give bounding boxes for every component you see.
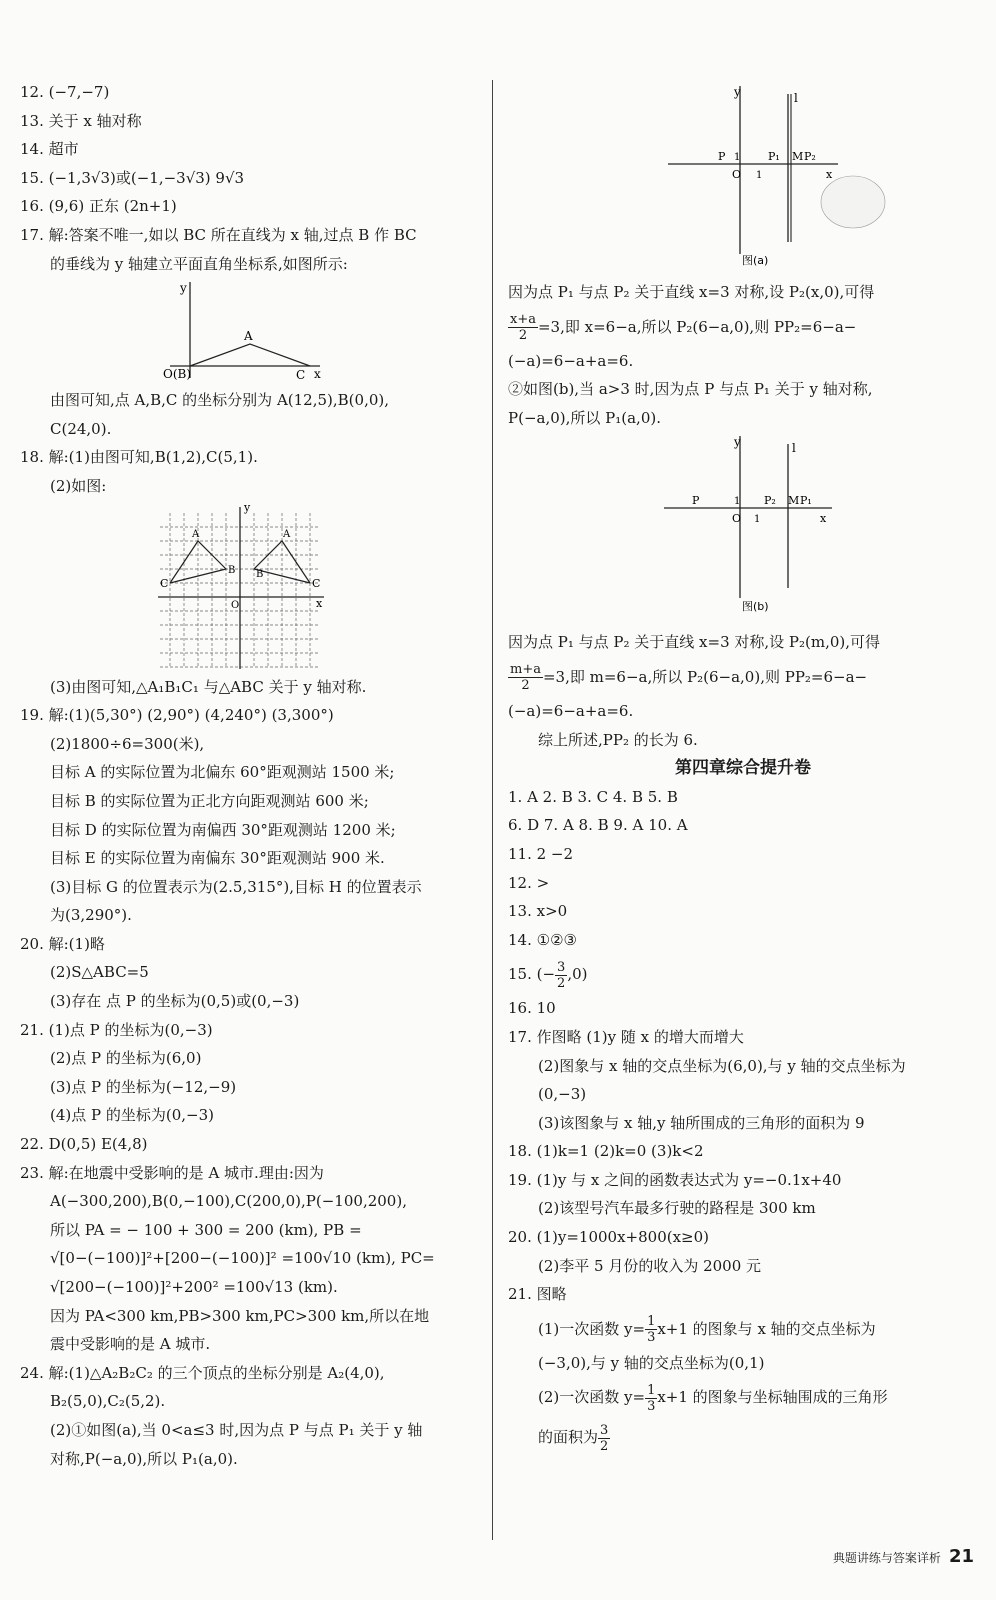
answer-r21-line2: (1)一次函数 y= $\frac{1}{3}$ x+1 的图象与 x 轴的交点坐标为 (538, 1314, 876, 1346)
answer-21-line4: (4)点 P 的坐标为(0,−3) (50, 1106, 215, 1125)
answers-6-10: 6. D 7. A 8. B 9. A 10. A (508, 816, 688, 835)
fig17-label-x: x (314, 367, 321, 382)
right-column (508, 82, 978, 1457)
answer-21-line3: (3)点 P 的坐标为(−12,−9) (50, 1077, 237, 1096)
answer-24-line1: 24. 解:(1)△A₂B₂C₂ 的三个顶点的坐标分别是 A₂(4,0), (20, 1363, 385, 1382)
figb-y: y (734, 435, 741, 450)
svg-text:B: B (228, 564, 236, 576)
right-line6: 因为点 P₁ 与点 P₂ 关于直线 x=3 对称,设 P₂(m,0),可得 (508, 633, 881, 652)
answer-19-line5: 目标 D 的实际位置为南偏西 30°距观测站 1200 米; (50, 820, 396, 839)
answer-19-line4: 目标 B 的实际位置为正北方向距观测站 600 米; (50, 791, 369, 810)
answer-21-line1: 21. (1)点 P 的坐标为(0,−3) (20, 1020, 213, 1039)
answer-r19-line1: 19. (1)y 与 x 之间的函数表达式为 y=−0.1x+40 (508, 1170, 842, 1189)
answer-18-line2: (2)如图: (50, 476, 107, 495)
page-number: 21 (948, 1546, 974, 1567)
figure-17-axes (20, 278, 460, 386)
figb-p1: P₁ (800, 494, 812, 508)
figa-o: O (732, 168, 742, 181)
fig17-label-ob: O(B) (163, 367, 192, 382)
answer-r20-line2: (2)李平 5 月份的收入为 2000 元 (538, 1256, 762, 1275)
answer-21-line2: (2)点 P 的坐标为(6,0) (50, 1049, 202, 1068)
figa-one2: 1 (756, 170, 763, 181)
answer-12: 12. (−7,−7) (20, 83, 110, 101)
svg-text:A: A (192, 528, 200, 540)
figa-y: y (734, 85, 741, 99)
answer-17-line3: 由图可知,点 A,B,C 的坐标分别为 A(12,5),B(0,0), (50, 391, 389, 410)
answer-23-line2: A(−300,200),B(0,−100),C(200,0),P(−100,200), (50, 1192, 407, 1211)
figa-p2: P₂ (804, 150, 816, 163)
answer-r13: 13. x>0 (508, 902, 568, 921)
answer-19-line6: 目标 E 的实际位置为南偏东 30°距观测站 900 米. (50, 849, 385, 868)
answer-17-line2: 的垂线为 y 轴建立平面直角坐标系,如图所示: (50, 254, 348, 273)
answer-r14: 14. ①②③ (508, 930, 577, 949)
svg-text:C: C (312, 576, 321, 590)
right-line7: $\frac{m+a}{2}$ =3,即 m=6−a,所以 P₂(6−a,0),则 PP₂=6−a− (510, 662, 868, 694)
figa-caption: 图(a) (742, 254, 769, 267)
answer-r17-line4: (3)该图象与 x 轴,y 轴所围成的三角形的面积为 9 (538, 1113, 865, 1132)
stamp-seal-icon (821, 176, 885, 228)
column-divider (492, 80, 493, 1540)
svg-text:O: O (231, 599, 240, 611)
answer-r17-line2: (2)图象与 x 轴的交点坐标为(6,0),与 y 轴的交点坐标为 (538, 1056, 906, 1075)
answer-17-line1: 17. 解:答案不唯一,如以 BC 所在直线为 x 轴,过点 B 作 BC (20, 225, 417, 244)
figa-one: 1 (734, 152, 741, 163)
right-line8: (−a)=6−a+a=6. (508, 701, 634, 720)
answer-13: 13. 关于 x 轴对称 (20, 111, 142, 130)
figb-one: 1 (734, 496, 741, 508)
right-line3: (−a)=6−a+a=6. (508, 351, 634, 370)
answers-1-5: 1. A 2. B 3. C 4. B 5. B (508, 787, 678, 806)
answer-23-line5: √[200−(−100)]²+200² =100√13 (km). (50, 1278, 338, 1296)
figb-o: O (732, 512, 742, 526)
answer-r20-line1: 20. (1)y=1000x+800(x≥0) (508, 1228, 710, 1247)
answer-24-line2: B₂(5,0),C₂(5,2). (50, 1392, 166, 1411)
answer-r11: 11. 2 −2 (508, 844, 574, 863)
figb-one2: 1 (754, 514, 761, 526)
section-title: 第四章综合提升卷 (675, 758, 811, 779)
answer-r21-line4: (2)一次函数 y= $\frac{1}{3}$ x+1 的图象与坐标轴围成的三角形 (538, 1382, 888, 1414)
answer-22: 22. D(0,5) E(4,8) (20, 1135, 148, 1154)
left-column (20, 78, 480, 1473)
answer-20-line1: 20. 解:(1)略 (20, 934, 105, 953)
answer-18-line3: (3)由图可知,△A₁B₁C₁ 与△ABC 关于 y 轴对称. (50, 677, 367, 696)
answer-19-line8: 为(3,290°). (50, 906, 132, 925)
right-line5: P(−a,0),所以 P₁(a,0). (508, 408, 661, 427)
answer-17-line4: C(24,0). (50, 419, 112, 438)
svg-text:C: C (160, 576, 169, 590)
figb-l: l (792, 441, 796, 456)
answer-18-line1: 18. 解:(1)由图可知,B(1,2),C(5,1). (20, 448, 258, 467)
figure-a (508, 82, 978, 278)
right-line4: ②如图(b),当 a>3 时,因为点 P 与点 P₁ 关于 y 轴对称, (508, 380, 873, 399)
figb-p: P (692, 494, 700, 508)
fig17-label-y: y (180, 281, 187, 296)
svg-text:x: x (316, 596, 323, 610)
figa-p: P (718, 150, 726, 163)
answer-15: 15. (−1,3√3)或(−1,−3√3) 9√3 (20, 168, 245, 187)
answer-r12: 12. > (508, 873, 550, 892)
page-footer (833, 1546, 974, 1567)
figure-18-grid (20, 501, 460, 673)
answer-24-line3: (2)①如图(a),当 0<a≤3 时,因为点 P 与点 P₁ 关于 y 轴 (50, 1420, 423, 1439)
answer-r17-line3: (0,−3) (538, 1085, 587, 1104)
answer-r21-line3: (−3,0),与 y 轴的交点坐标为(0,1) (538, 1353, 765, 1372)
answer-23-line3: 所以 PA = − 100 + 300 = 200 (km), PB = (50, 1220, 362, 1239)
right-line1: 因为点 P₁ 与点 P₂ 关于直线 x=3 对称,设 P₂(x,0),可得 (508, 283, 875, 301)
figure-b (508, 432, 978, 628)
figa-l: l (794, 91, 798, 105)
answer-20-line2: (2)S△ABC=5 (50, 963, 149, 982)
answer-r21-line1: 21. 图略 (508, 1285, 567, 1304)
fig17-label-c: C (296, 368, 306, 383)
answer-19-line7: (3)目标 G 的位置表示为(2.5,315°),目标 H 的位置表示 (50, 877, 422, 896)
answer-r15: 15. (− $\frac{3}{2}$ ,0) (508, 959, 588, 991)
footer-text: 典题讲练与答案详析 (832, 1551, 941, 1565)
fig17-label-a: A (244, 329, 253, 344)
answer-20-line3: (3)存在 点 P 的坐标为(0,5)或(0,−3) (50, 992, 300, 1011)
answer-23-line4: √[0−(−100)]²+[200−(−100)]² =100√10 (km), PC= (50, 1249, 435, 1268)
figb-m: M (788, 494, 800, 508)
figa-m: M (792, 150, 804, 163)
answer-23-line6: 因为 PA<300 km,PB>300 km,PC>300 km,所以在地 (50, 1306, 430, 1325)
answer-r21-line5: 的面积为 $\frac{3}{2}$ (538, 1422, 609, 1454)
figa-x: x (826, 168, 833, 181)
answer-23-line1: 23. 解:在地震中受影响的是 A 城市.理由:因为 (20, 1163, 324, 1182)
answer-r19-line2: (2)该型号汽车最多行驶的路程是 300 km (538, 1199, 816, 1218)
answer-14: 14. 超市 (20, 140, 79, 159)
answer-r16: 16. 10 (508, 999, 556, 1018)
answer-19-line1: 19. 解:(1)(5,30°) (2,90°) (4,240°) (3,300°) (20, 706, 334, 725)
answer-19-line3: 目标 A 的实际位置为北偏东 60°距观测站 1500 米; (50, 763, 395, 782)
figa-p1: P₁ (768, 150, 780, 163)
answer-16: 16. (9,6) 正东 (2n+1) (20, 197, 177, 216)
answer-24-line4: 对称,P(−a,0),所以 P₁(a,0). (50, 1449, 238, 1468)
right-line9: 综上所述,PP₂ 的长为 6. (538, 730, 698, 749)
svg-text:y: y (244, 500, 251, 514)
figb-x: x (820, 512, 827, 526)
answer-r18: 18. (1)k=1 (2)k=0 (3)k<2 (508, 1142, 704, 1161)
svg-text:A: A (283, 528, 291, 540)
answer-19-line2: (2)1800÷6=300(米), (50, 734, 205, 753)
right-line2: $\frac{x+a}{2}$ =3,即 x=6−a,所以 P₂(6−a,0),则 PP₂=6−a− (510, 312, 857, 344)
answer-r17-line1: 17. 作图略 (1)y 随 x 的增大而增大 (508, 1027, 744, 1046)
svg-text:B: B (256, 568, 264, 580)
answer-23-line7: 震中受影响的是 A 城市. (50, 1335, 211, 1354)
figb-p2: P₂ (764, 494, 776, 508)
figb-caption: 图(b) (742, 600, 769, 614)
